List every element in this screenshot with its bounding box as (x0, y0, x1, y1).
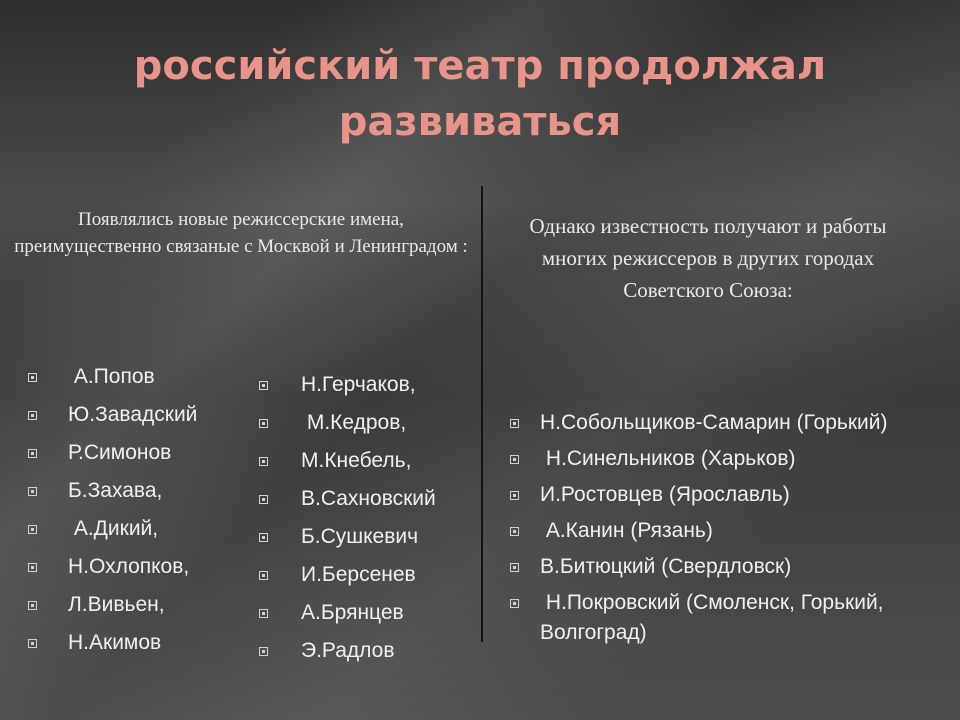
square-bullet-icon (259, 609, 268, 618)
square-bullet-icon (28, 563, 37, 572)
square-bullet-icon (510, 527, 519, 536)
list-item: В.Сахновский (259, 484, 469, 514)
square-bullet-icon (259, 571, 268, 580)
director-list-left (28, 362, 228, 666)
square-bullet-icon (510, 599, 519, 608)
list-item: Р.Симонов (28, 438, 228, 468)
square-bullet-icon (259, 457, 268, 466)
list-item: А.Дикий, (28, 514, 228, 544)
left-intro-text: Появлялись новые режиссерские имена, преимущественно связаные с Москвой и Ленинградом : (14, 209, 468, 257)
square-bullet-icon (28, 525, 37, 534)
list-item: Ю.Завадский (28, 400, 228, 430)
list-item: Н.Собольщиков-Самарин (Горький) (510, 408, 930, 438)
list-item: И.Берсенев (259, 560, 469, 590)
list-item: И.Ростовцев (Ярославль) (510, 480, 930, 510)
square-bullet-icon (510, 563, 519, 572)
square-bullet-icon (510, 455, 519, 464)
list-item: Н.Герчаков, (259, 370, 469, 400)
square-bullet-icon (259, 419, 268, 428)
square-bullet-icon (510, 491, 519, 500)
list-item: В.Битюцкий (Свердловск) (510, 552, 930, 582)
list-item: Н.Охлопков, (28, 552, 228, 582)
list-item: Н.Акимов (28, 628, 228, 658)
list-item: Л.Вивьен, (28, 590, 228, 620)
square-bullet-icon (28, 639, 37, 648)
square-bullet-icon (259, 647, 268, 656)
list-item: Б.Сушкевич (259, 522, 469, 552)
director-list-right (510, 408, 930, 654)
right-intro-text: Однако известность получают и работы многих режиссеров в других городах Советского Союза: (529, 214, 887, 302)
square-bullet-icon (510, 419, 519, 428)
director-list-middle (259, 370, 469, 674)
list-item: Э.Радлов (259, 636, 469, 666)
column-divider (481, 186, 483, 642)
square-bullet-icon (28, 411, 37, 420)
list-item: А.Попов (28, 362, 228, 392)
square-bullet-icon (259, 381, 268, 390)
square-bullet-icon (28, 373, 37, 382)
slide-title: российский театр продолжал развиваться (133, 43, 827, 145)
list-item: Н.Синельников (Харьков) (510, 444, 930, 474)
list-item: А.Брянцев (259, 598, 469, 628)
square-bullet-icon (28, 601, 37, 610)
square-bullet-icon (259, 533, 268, 542)
list-item: Б.Захава, (28, 476, 228, 506)
square-bullet-icon (259, 495, 268, 504)
list-item: Н.Покровский (Смоленск, Горький, Волгоград) (510, 588, 930, 648)
square-bullet-icon (28, 487, 37, 496)
list-item: М.Кедров, (259, 408, 469, 438)
list-item: М.Кнебель, (259, 446, 469, 476)
square-bullet-icon (28, 449, 37, 458)
list-item: А.Канин (Рязань) (510, 516, 930, 546)
